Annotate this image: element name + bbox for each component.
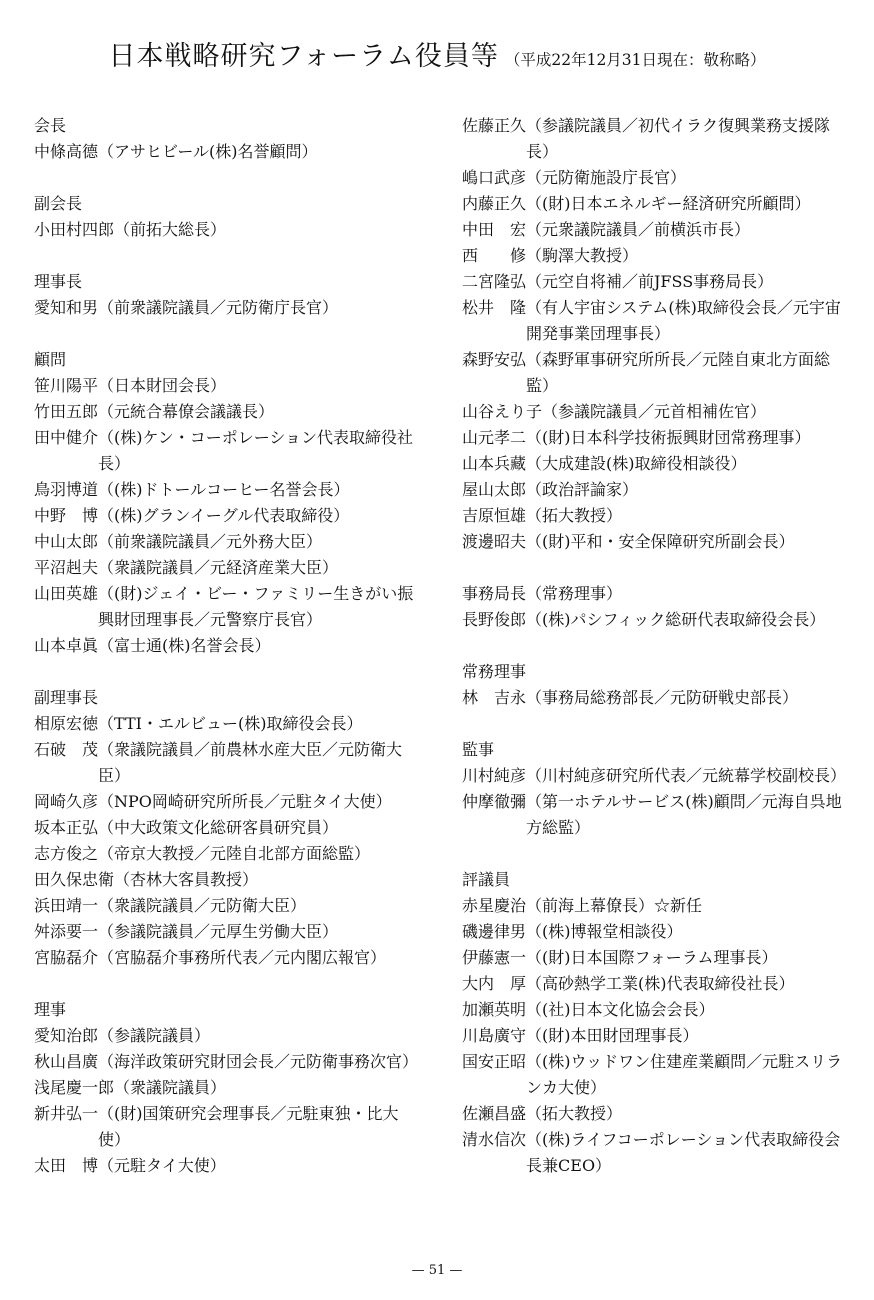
- member-name: 岡崎久彦: [34, 792, 99, 811]
- section-heading: 事務局長（常務理事）: [462, 584, 623, 603]
- member-name: 中田 宏: [462, 220, 527, 239]
- member-entry: [462, 529, 847, 555]
- member-affiliation: （杏林大客員教授）: [114, 870, 259, 889]
- member-entry: [34, 893, 419, 919]
- member-name: 松井 隆: [462, 298, 527, 317]
- member-affiliation: （有人宇宙システム(株)取締役会長／元宇宙開発事業団理事長）: [526, 298, 841, 343]
- member-affiliation: （(財)国策研究会理事長／元駐東独・比大使）: [98, 1104, 399, 1149]
- member-name: 山田英雄: [34, 584, 99, 603]
- member-affiliation: （参議院議員／元厚生労働大臣）: [98, 922, 339, 941]
- member-affiliation: （(株)ウッドワン住建産業顧問／元駐スリランカ大使）: [526, 1052, 843, 1097]
- member-affiliation: （前海上幕僚長）☆新任: [526, 896, 703, 915]
- member-affiliation: （NPO岡崎研究所所長／元駐タイ大使）: [98, 792, 392, 811]
- member-entry: [462, 1127, 847, 1179]
- member-entry: [462, 347, 847, 399]
- member-affiliation: （前拓大総長）: [114, 220, 227, 239]
- member-affiliation: （川村純彦研究所代表／元統幕学校副校長）: [526, 766, 847, 785]
- member-name: 相原宏徳: [34, 714, 99, 733]
- member-affiliation: （事務局総務部長／元防研戦史部長）: [526, 688, 799, 707]
- member-entry: [462, 269, 847, 295]
- member-name: 山本兵藏: [462, 454, 527, 473]
- member-name: 大内 厚: [462, 974, 527, 993]
- roster-section: [34, 347, 419, 659]
- member-name: 竹田五郎: [34, 402, 99, 421]
- member-name: 仲摩徹彌: [462, 792, 527, 811]
- roster-section: [462, 867, 847, 1179]
- member-name: 中野 博: [34, 506, 99, 525]
- member-name: 川村純彦: [462, 766, 527, 785]
- member-affiliation: （(財)ジェイ・ビー・ファミリー生きがい振興財団理事長／元警察庁長官）: [98, 584, 414, 629]
- title-date-note: （平成22年12月31日現在：敬称略）: [504, 51, 766, 69]
- roster-section: [34, 269, 419, 321]
- member-affiliation: （元駐タイ大使）: [98, 1156, 226, 1175]
- member-affiliation: （衆議院議員／前農林水産大臣／元防衛大臣）: [98, 740, 403, 785]
- member-name: 佐藤正久: [462, 116, 527, 135]
- member-name: 愛知和男: [34, 298, 99, 317]
- member-name: 西 修: [462, 246, 527, 265]
- member-entry: [34, 737, 419, 789]
- member-name: 清水信次: [462, 1130, 527, 1149]
- member-name: 川島廣守: [462, 1026, 527, 1045]
- member-entry: [462, 425, 847, 451]
- member-entry: [462, 1101, 847, 1127]
- member-name: 笹川陽平: [34, 376, 99, 395]
- member-entry: [462, 685, 847, 711]
- member-entry: [34, 217, 419, 243]
- member-name: 佐瀬昌盛: [462, 1104, 527, 1123]
- member-affiliation: （政治評論家）: [526, 480, 639, 499]
- member-name: 加瀬英明: [462, 1000, 527, 1019]
- member-entry: [34, 1023, 419, 1049]
- page-number: — 51 —: [411, 1263, 463, 1278]
- member-entry: [462, 607, 847, 633]
- member-entry: [462, 477, 847, 503]
- section-heading: 副会長: [34, 194, 83, 213]
- section-heading: 副理事長: [34, 688, 99, 707]
- member-entry: [34, 555, 419, 581]
- member-name: 浜田靖一: [34, 896, 99, 915]
- member-entry: [34, 1153, 419, 1179]
- member-name: 嶋口武彦: [462, 168, 527, 187]
- section-heading: 理事長: [34, 272, 83, 291]
- member-name: 森野安弘: [462, 350, 527, 369]
- member-affiliation: （(財)日本国際フォーラム理事長）: [526, 948, 778, 967]
- member-affiliation: （衆議院議員）: [114, 1078, 227, 1097]
- roster-section: [34, 685, 419, 971]
- member-entry: [34, 633, 419, 659]
- member-affiliation: （参議院議員／元首相補佐官）: [542, 402, 767, 421]
- member-affiliation: （森野軍事研究所所長／元陸自東北方面総監）: [526, 350, 831, 395]
- member-name: 平沼赳夫: [34, 558, 99, 577]
- member-affiliation: （宮脇磊介事務所代表／元内閣広報官）: [98, 948, 387, 967]
- member-affiliation: （(株)ドトールコーヒー名誉会長）: [98, 480, 350, 499]
- member-affiliation: （高砂熱学工業(株)代表取締役社長）: [526, 974, 795, 993]
- member-name: 舛添要一: [34, 922, 99, 941]
- member-entry: [34, 373, 419, 399]
- member-entry: [34, 1075, 419, 1101]
- member-affiliation: （(株)ケン・コーポレーション代表取締役社長）: [98, 428, 414, 473]
- member-affiliation: （衆議院議員／元経済産業大臣）: [98, 558, 339, 577]
- member-name: 磯邊律男: [462, 922, 527, 941]
- member-affiliation: （(株)博報堂相談役）: [526, 922, 683, 941]
- member-entry: [34, 503, 419, 529]
- member-entry: [462, 1023, 847, 1049]
- roster-section: [462, 737, 847, 841]
- member-entry: [462, 295, 847, 347]
- member-affiliation: （参議院議員）: [98, 1026, 211, 1045]
- section-heading: 理事: [34, 1000, 67, 1019]
- roster-section: [34, 191, 419, 243]
- member-name: 秋山昌廣: [34, 1052, 99, 1071]
- member-affiliation: （アサヒビール(株)名誉顧問）: [98, 142, 318, 161]
- member-name: 山谷えり子: [462, 402, 543, 421]
- member-name: 浅尾慶一郎: [34, 1078, 115, 1097]
- member-name: 二宮隆弘: [462, 272, 527, 291]
- member-name: 愛知治郎: [34, 1026, 99, 1045]
- member-name: 坂本正弘: [34, 818, 99, 837]
- member-entry: [34, 841, 419, 867]
- member-name: 吉原恒雄: [462, 506, 527, 525]
- member-entry: [462, 399, 847, 425]
- member-name: 鳥羽博道: [34, 480, 99, 499]
- page-title: [0, 34, 874, 73]
- member-entry: [34, 529, 419, 555]
- section-heading: 評議員: [462, 870, 511, 889]
- member-affiliation: （TTI・エルビュー(株)取締役会長）: [98, 714, 363, 733]
- member-affiliation: （元衆議院議員／前横浜市長）: [526, 220, 751, 239]
- member-entry: [34, 295, 419, 321]
- member-name: 山元孝二: [462, 428, 527, 447]
- member-entry: [34, 425, 419, 477]
- member-affiliation: （元防衛施設庁長官）: [526, 168, 687, 187]
- member-entry: [462, 217, 847, 243]
- roster-section: [462, 113, 847, 555]
- member-entry: [462, 789, 847, 841]
- member-affiliation: （拓大教授）: [526, 1104, 623, 1123]
- roster-section: [462, 659, 847, 711]
- member-name: 志方俊之: [34, 844, 99, 863]
- member-entry: [462, 971, 847, 997]
- member-entry: [34, 581, 419, 633]
- member-affiliation: （中大政策文化総研客員研究員）: [98, 818, 339, 837]
- member-entry: [462, 1049, 847, 1101]
- member-entry: [34, 399, 419, 425]
- member-name: 赤星慶治: [462, 896, 527, 915]
- member-entry: [34, 919, 419, 945]
- title-main: 日本戦略研究フォーラム役員等: [108, 41, 499, 72]
- member-name: 石破 茂: [34, 740, 99, 759]
- member-name: 伊藤憲一: [462, 948, 527, 967]
- member-name: 太田 博: [34, 1156, 99, 1175]
- member-entry: [462, 945, 847, 971]
- member-affiliation: （富士通(株)名誉会長）: [98, 636, 271, 655]
- member-name: 中山太郎: [34, 532, 99, 551]
- member-affiliation: （衆議院議員／元防衛大臣）: [98, 896, 307, 915]
- member-affiliation: （(社)日本文化協会会長）: [526, 1000, 715, 1019]
- member-affiliation: （前衆議院議員／元外務大臣）: [98, 532, 323, 551]
- member-affiliation: （(財)日本エネルギー経済研究所顧問）: [526, 194, 811, 213]
- member-affiliation: （第一ホテルサービス(株)顧問／元海自呉地方総監）: [526, 792, 842, 837]
- member-affiliation: （(財)本田財団理事長）: [526, 1026, 699, 1045]
- member-entry: [462, 165, 847, 191]
- member-affiliation: （元空自将補／前JFSS事務局長）: [526, 272, 774, 291]
- member-name: 渡邊昭夫: [462, 532, 527, 551]
- member-entry: [462, 997, 847, 1023]
- member-affiliation: （元統合幕僚会議議長）: [98, 402, 275, 421]
- member-entry: [462, 191, 847, 217]
- member-entry: [34, 1101, 419, 1153]
- member-affiliation: （駒澤大教授）: [526, 246, 639, 265]
- member-affiliation: （(株)パシフィック総研代表取締役会長）: [526, 610, 826, 629]
- member-entry: [34, 711, 419, 737]
- member-name: 林 吉永: [462, 688, 527, 707]
- member-entry: [34, 139, 419, 165]
- section-heading: 顧問: [34, 350, 67, 369]
- member-name: 国安正昭: [462, 1052, 527, 1071]
- member-entry: [462, 763, 847, 789]
- member-name: 田久保忠衛: [34, 870, 115, 889]
- section-heading: 常務理事: [462, 662, 527, 681]
- member-entry: [462, 919, 847, 945]
- member-affiliation: （(株)ライフコーポレーション代表取締役会長兼CEO）: [526, 1130, 841, 1175]
- member-entry: [34, 867, 419, 893]
- member-affiliation: （大成建設(株)取締役相談役）: [526, 454, 747, 473]
- member-name: 長野俊郎: [462, 610, 527, 629]
- member-entry: [462, 893, 847, 919]
- member-affiliation: （(株)グランイーグル代表取締役）: [98, 506, 350, 525]
- member-name: 田中健介: [34, 428, 99, 447]
- member-affiliation: （前衆議院議員／元防衛庁長官）: [98, 298, 339, 317]
- member-affiliation: （帝京大教授／元陸自北部方面総監）: [98, 844, 371, 863]
- member-entry: [462, 243, 847, 269]
- member-affiliation: （拓大教授）: [526, 506, 623, 525]
- member-entry: [462, 451, 847, 477]
- member-entry: [462, 113, 847, 165]
- member-entry: [34, 789, 419, 815]
- member-name: 山本卓眞: [34, 636, 99, 655]
- member-entry: [34, 1049, 419, 1075]
- member-entry: [34, 945, 419, 971]
- right-column: [462, 113, 847, 1205]
- member-name: 内藤正久: [462, 194, 527, 213]
- section-heading: 監事: [462, 740, 495, 759]
- member-affiliation: （(財)平和・安全保障研究所副会長）: [526, 532, 795, 551]
- section-heading: 会長: [34, 116, 67, 135]
- member-name: 小田村四郎: [34, 220, 115, 239]
- member-entry: [34, 477, 419, 503]
- member-name: 新井弘一: [34, 1104, 99, 1123]
- roster-section: [34, 113, 419, 165]
- roster-section: [462, 581, 847, 633]
- member-affiliation: （(財)日本科学技術振興財団常務理事）: [526, 428, 811, 447]
- member-name: 中條高德: [34, 142, 99, 161]
- member-affiliation: （日本財団会長）: [98, 376, 227, 395]
- member-affiliation: （海洋政策研究財団会長／元防衛事務次官）: [98, 1052, 419, 1071]
- member-name: 宮脇磊介: [34, 948, 99, 967]
- member-name: 屋山太郎: [462, 480, 527, 499]
- roster-section: [34, 997, 419, 1179]
- member-affiliation: （参議院議員／初代イラク復興業務支援隊長）: [526, 116, 831, 161]
- left-column: [34, 113, 419, 1205]
- member-entry: [34, 815, 419, 841]
- member-entry: [462, 503, 847, 529]
